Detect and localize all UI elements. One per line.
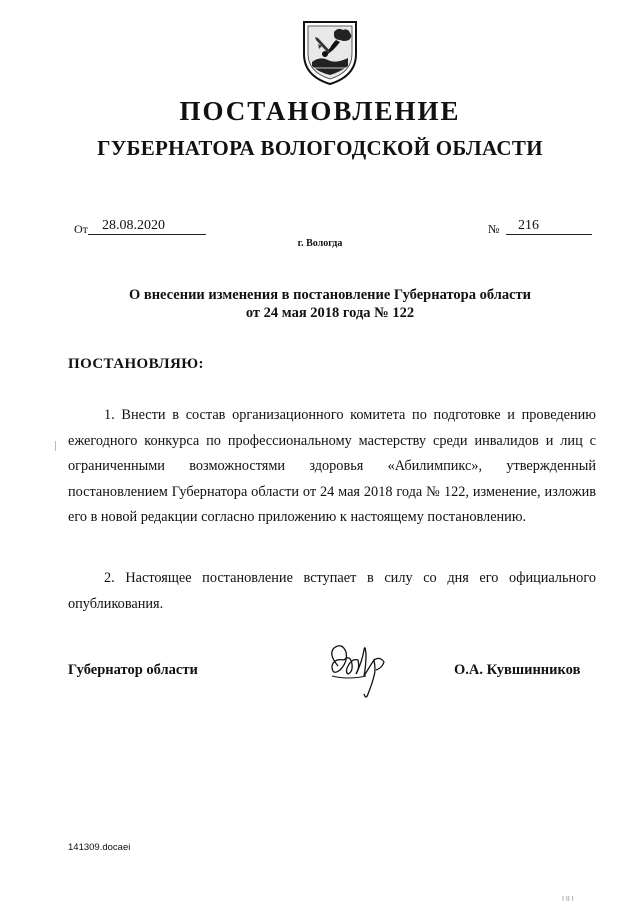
coat-of-arms-icon	[300, 18, 360, 86]
subject-line-1: О внесении изменения в постановление Губернатора области	[128, 287, 532, 303]
margin-mark	[55, 441, 56, 451]
document-date: 28.08.2020	[88, 218, 206, 235]
scan-mark: I II I	[562, 896, 574, 903]
document-subject	[60, 286, 600, 322]
city-label: г. Вологда	[297, 238, 343, 249]
handwritten-signature	[318, 636, 404, 702]
paragraph-1: 1. Внести в состав организационного комитета по подготовке и проведению ежегодного конкурса по профессиональному мастерству среди инвалидов и лиц с ограниченными возможностями здоровья «Абилимпикс», утвержденный постановлением Губернатора области от 24 мая 2018 года № 122, изменение, изложив его в новой редакции согласно приложению к настоящему постановлению.	[68, 407, 596, 525]
signatory-position: Губернатор области	[68, 662, 198, 678]
decree-heading: ПОСТАНОВЛЯЮ:	[68, 356, 204, 372]
signatory-name: О.А. Кувшинников	[454, 662, 581, 678]
document-number: 216	[506, 218, 592, 235]
paragraph-2: 2. Настоящее постановление вступает в силу со дня его официального опубликования.	[68, 570, 596, 612]
document-title: ПОСТАНОВЛЕНИЕ	[179, 96, 461, 126]
file-name-label: 141309.docaei	[68, 842, 131, 853]
subject-line-2: от 24 мая 2018 года № 122	[245, 305, 415, 321]
number-prefix: №	[488, 222, 500, 236]
document-issuer: ГУБЕРНАТОРА ВОЛОГОДСКОЙ ОБЛАСТИ	[97, 136, 543, 160]
date-prefix: От	[74, 222, 88, 236]
